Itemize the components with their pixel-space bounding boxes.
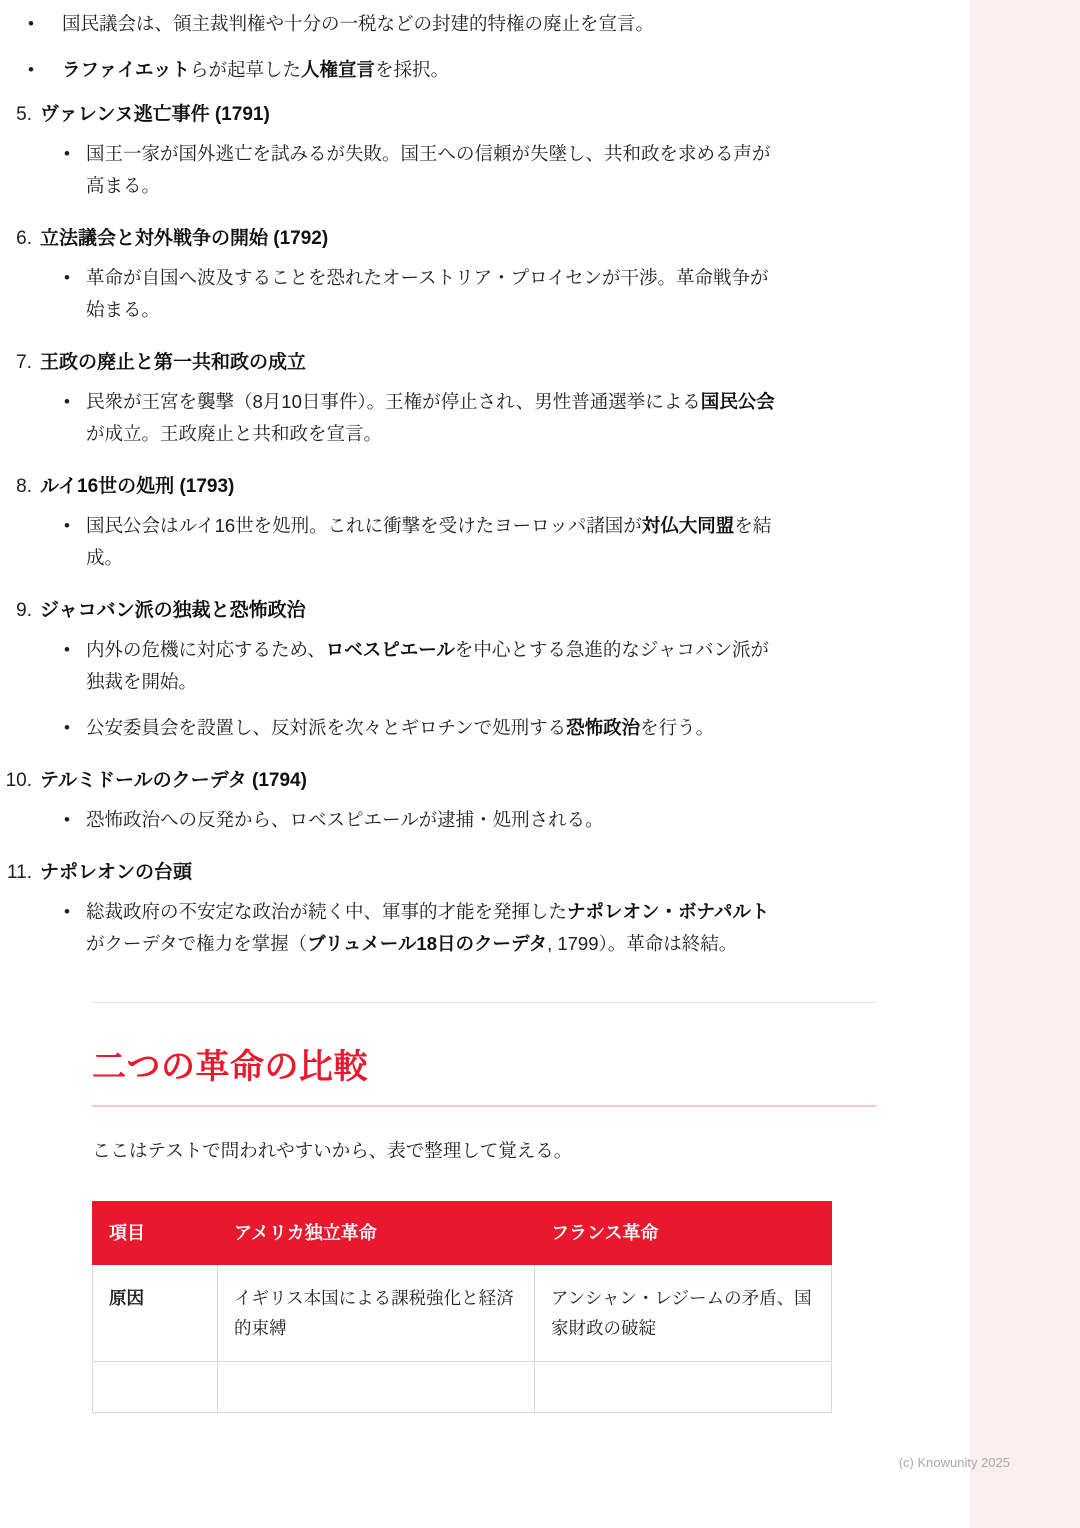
sub-bullet-list [48,138,968,202]
list-item [0,54,968,86]
bullet-text: 革命が自国へ波及することを恐れたオーストリア・プロイセンが干渉。革命戦争が始まる。 [86,267,769,320]
watermark: (c) Knowunity 2025 [898,1455,1010,1470]
outline-item-11 [0,858,968,960]
bullet-text: 民衆が王宮を襲撃（8月10日事件）。王権が停止され、男性普通選挙による国民公会が成立。王政廃止と共和政を宣言。 [86,391,775,444]
bullet-icon: • [64,392,70,411]
column-header-french-revolution: フランス革命 [535,1202,832,1265]
item-title: ルイ16世の処刑 (1793) [40,476,235,497]
sub-bullet-list [48,262,968,326]
bullet-icon: • [64,718,70,737]
cell-empty [218,1362,535,1413]
bullet-text: ラファイエットらが起草した人権宣言を採択。 [62,59,450,80]
cell-french-cause: アンシャン・レジームの矛盾、国家財政の破綻 [535,1265,832,1362]
sub-bullet-list [48,804,968,836]
row-header-cause: 原因 [93,1265,218,1362]
item-marker: 6. [16,228,32,249]
outline-item-5 [0,100,968,202]
cell-american-cause: イギリス本国による課税強化と経済的束縛 [218,1265,535,1362]
bullet-icon: • [28,14,34,33]
bullet-text: 国民議会は、領主裁判権や十分の一税などの封建的特権の廃止を宣言。 [62,13,655,34]
outline-item-10 [0,766,968,836]
bullet-text: 恐怖政治への反発から、ロベスピエールが逮捕・処刑される。 [86,809,604,830]
list-item [48,634,968,698]
section-divider [92,1002,876,1003]
numbered-outline [0,100,968,960]
sub-bullet-list [48,510,968,574]
column-header-american-revolution: アメリカ独立革命 [218,1202,535,1265]
item-title: ナポレオンの台頭 [40,862,193,883]
page-title: 二つの革命の比較 [92,1048,368,1086]
bullet-text: 公安委員会を設置し、反対派を次々とギロチンで処刑する恐怖政治を行う。 [86,717,715,738]
sub-bullet-list [48,634,968,744]
bullet-icon: • [64,268,70,287]
page-edge-strip [970,0,1080,1528]
continued-bullet-list [0,8,968,86]
table-row-truncated [93,1362,832,1413]
item-marker: 5. [16,104,32,125]
bullet-icon: • [64,902,70,921]
title-underline [92,1105,876,1107]
list-item [48,262,968,326]
item-marker: 8. [16,476,32,497]
item-marker: 9. [16,600,32,621]
list-item [48,896,968,960]
outline-item-9 [0,596,968,744]
outline-item-6 [0,224,968,326]
list-item [48,510,968,574]
table-row [93,1265,832,1362]
list-item [48,386,968,450]
item-marker: 7. [16,352,32,373]
bullet-icon: • [64,640,70,659]
item-title: 王政の廃止と第一共和政の成立 [40,352,307,373]
bullet-text: 内外の危機に対応するため、ロベスピエールを中心とする急進的なジャコバン派が独裁を開始。 [86,639,770,692]
item-marker: 11. [6,862,32,883]
bullet-icon: • [64,516,70,535]
item-title: テルミドールのクーデタ (1794) [40,770,307,791]
item-marker: 10. [5,770,32,791]
section-lead-text: ここはテストで問われやすいから、表で整理して覚える。 [92,1140,573,1161]
sub-bullet-list [48,386,968,450]
item-title: 立法議会と対外戦争の開始 (1792) [40,228,329,249]
sub-bullet-list [48,896,968,960]
list-item [48,712,968,744]
comparison-table [92,1201,832,1413]
list-item [48,138,968,202]
bullet-text: 総裁政府の不安定な政治が続く中、軍事的才能を発揮したナポレオン・ボナパルトがクーデタで権力を掌握（ブリュメール18日のクーデタ, 1799）。革命は終結。 [86,901,770,954]
table-header-row [93,1202,832,1265]
bullet-icon: • [64,144,70,163]
bullet-text: 国王一家が国外逃亡を試みるが失敗。国王への信頼が失墜し、共和政を求める声が高まる。 [86,143,771,196]
bullet-icon: • [64,810,70,829]
item-title: ヴァレンヌ逃亡事件 (1791) [40,104,270,125]
cell-empty [93,1362,218,1413]
list-item [0,8,968,40]
list-item [48,804,968,836]
outline-item-7 [0,348,968,450]
bullet-icon: • [28,60,34,79]
item-title: ジャコバン派の独裁と恐怖政治 [40,600,306,621]
column-header-item: 項目 [93,1202,218,1265]
outline-item-8 [0,472,968,574]
cell-empty [535,1362,832,1413]
bullet-text: 国民公会はルイ16世を処刑。これに衝撃を受けたヨーロッパ諸国が対仏大同盟を結成。 [86,515,772,568]
